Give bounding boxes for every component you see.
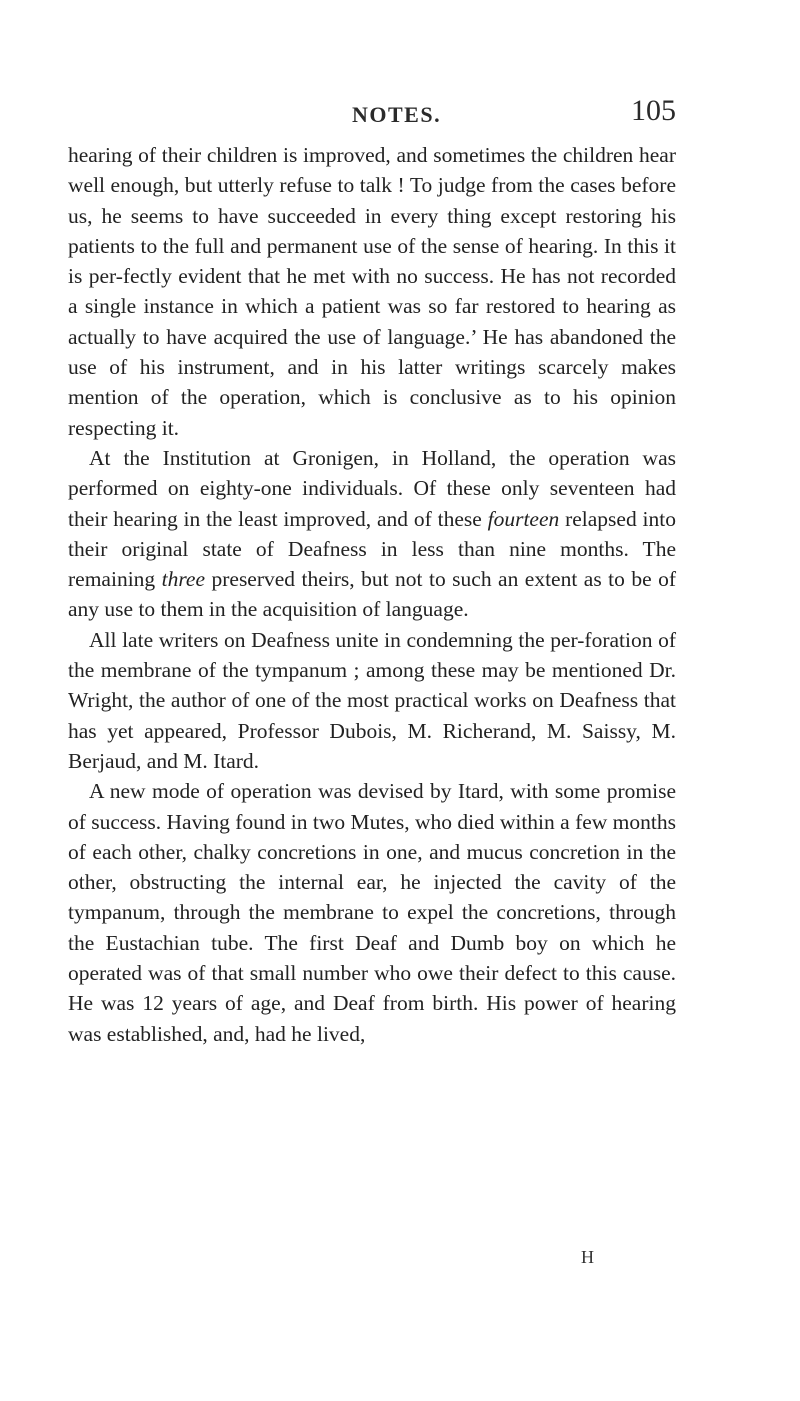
paragraph-2 — [68, 443, 676, 625]
paragraph-2-part-c: preserved theirs, but not to such an extent as to be of any use to them in the acquisition of language. — [68, 567, 677, 622]
italic-three: three — [161, 567, 206, 592]
paragraph-1: hearing of their children is improved, and sometimes the children hear well enough, but utterly refuse to talk ! To judge from the cases before us, he seems to have succeeded in every thing except restoring his patients to the full and permanent use of the sense of hearing. In this it is per-fectly evident that he met with no success. He has not recorded a single instance in which a patient was so far restored to hearing as actually to have acquired the use of language.’ He has abandoned the use of his instrument, and in his latter writings scarcely makes mention of the operation, which is conclusive as to his opinion respecting it. — [68, 143, 676, 440]
paragraph-2-part-b: relapsed into their original state of Deafness in less than nine months. The remaining — [68, 506, 676, 592]
paragraph-4: A new mode of operation was devised by Itard, with some promise of success. Having found in two Mutes, who died within a few months of each other, chalky concretions in one, and mucus concretion in the other, obstructing the internal ear, he injected the cavity of the tympanum, through the membrane to expel the concretions, through the Eustachian tube. The first Deaf and Dumb boy on which he operated was of that small number who owe their defect to this cause. He was 12 years of age, and Deaf from birth. His power of hearing was established, and, had he lived, — [68, 779, 676, 1046]
italic-fourteen: fourteen — [487, 506, 560, 531]
page-number: 105 — [631, 94, 676, 127]
paragraph-3: All late writers on Deafness unite in condemning the per-foration of the membrane of the tympanum ; among these may be mentioned Dr. Wright, the author of one of the most practical works on Deafness that has yet appeared, Professor Dubois, M. Richerand, M. Saissy, M. Berjaud, and M. Itard. — [68, 627, 676, 773]
signature-mark: H — [581, 1247, 595, 1267]
paragraph-2-part-a: At the Institution at Gronigen, in Holland, the operation was performed on eighty-one individuals. Of these only seventeen had their hearing in the least improved, and of these — [68, 445, 676, 531]
body-text — [68, 140, 676, 1049]
page-header — [68, 94, 676, 134]
running-head: NOTES. — [352, 102, 442, 127]
